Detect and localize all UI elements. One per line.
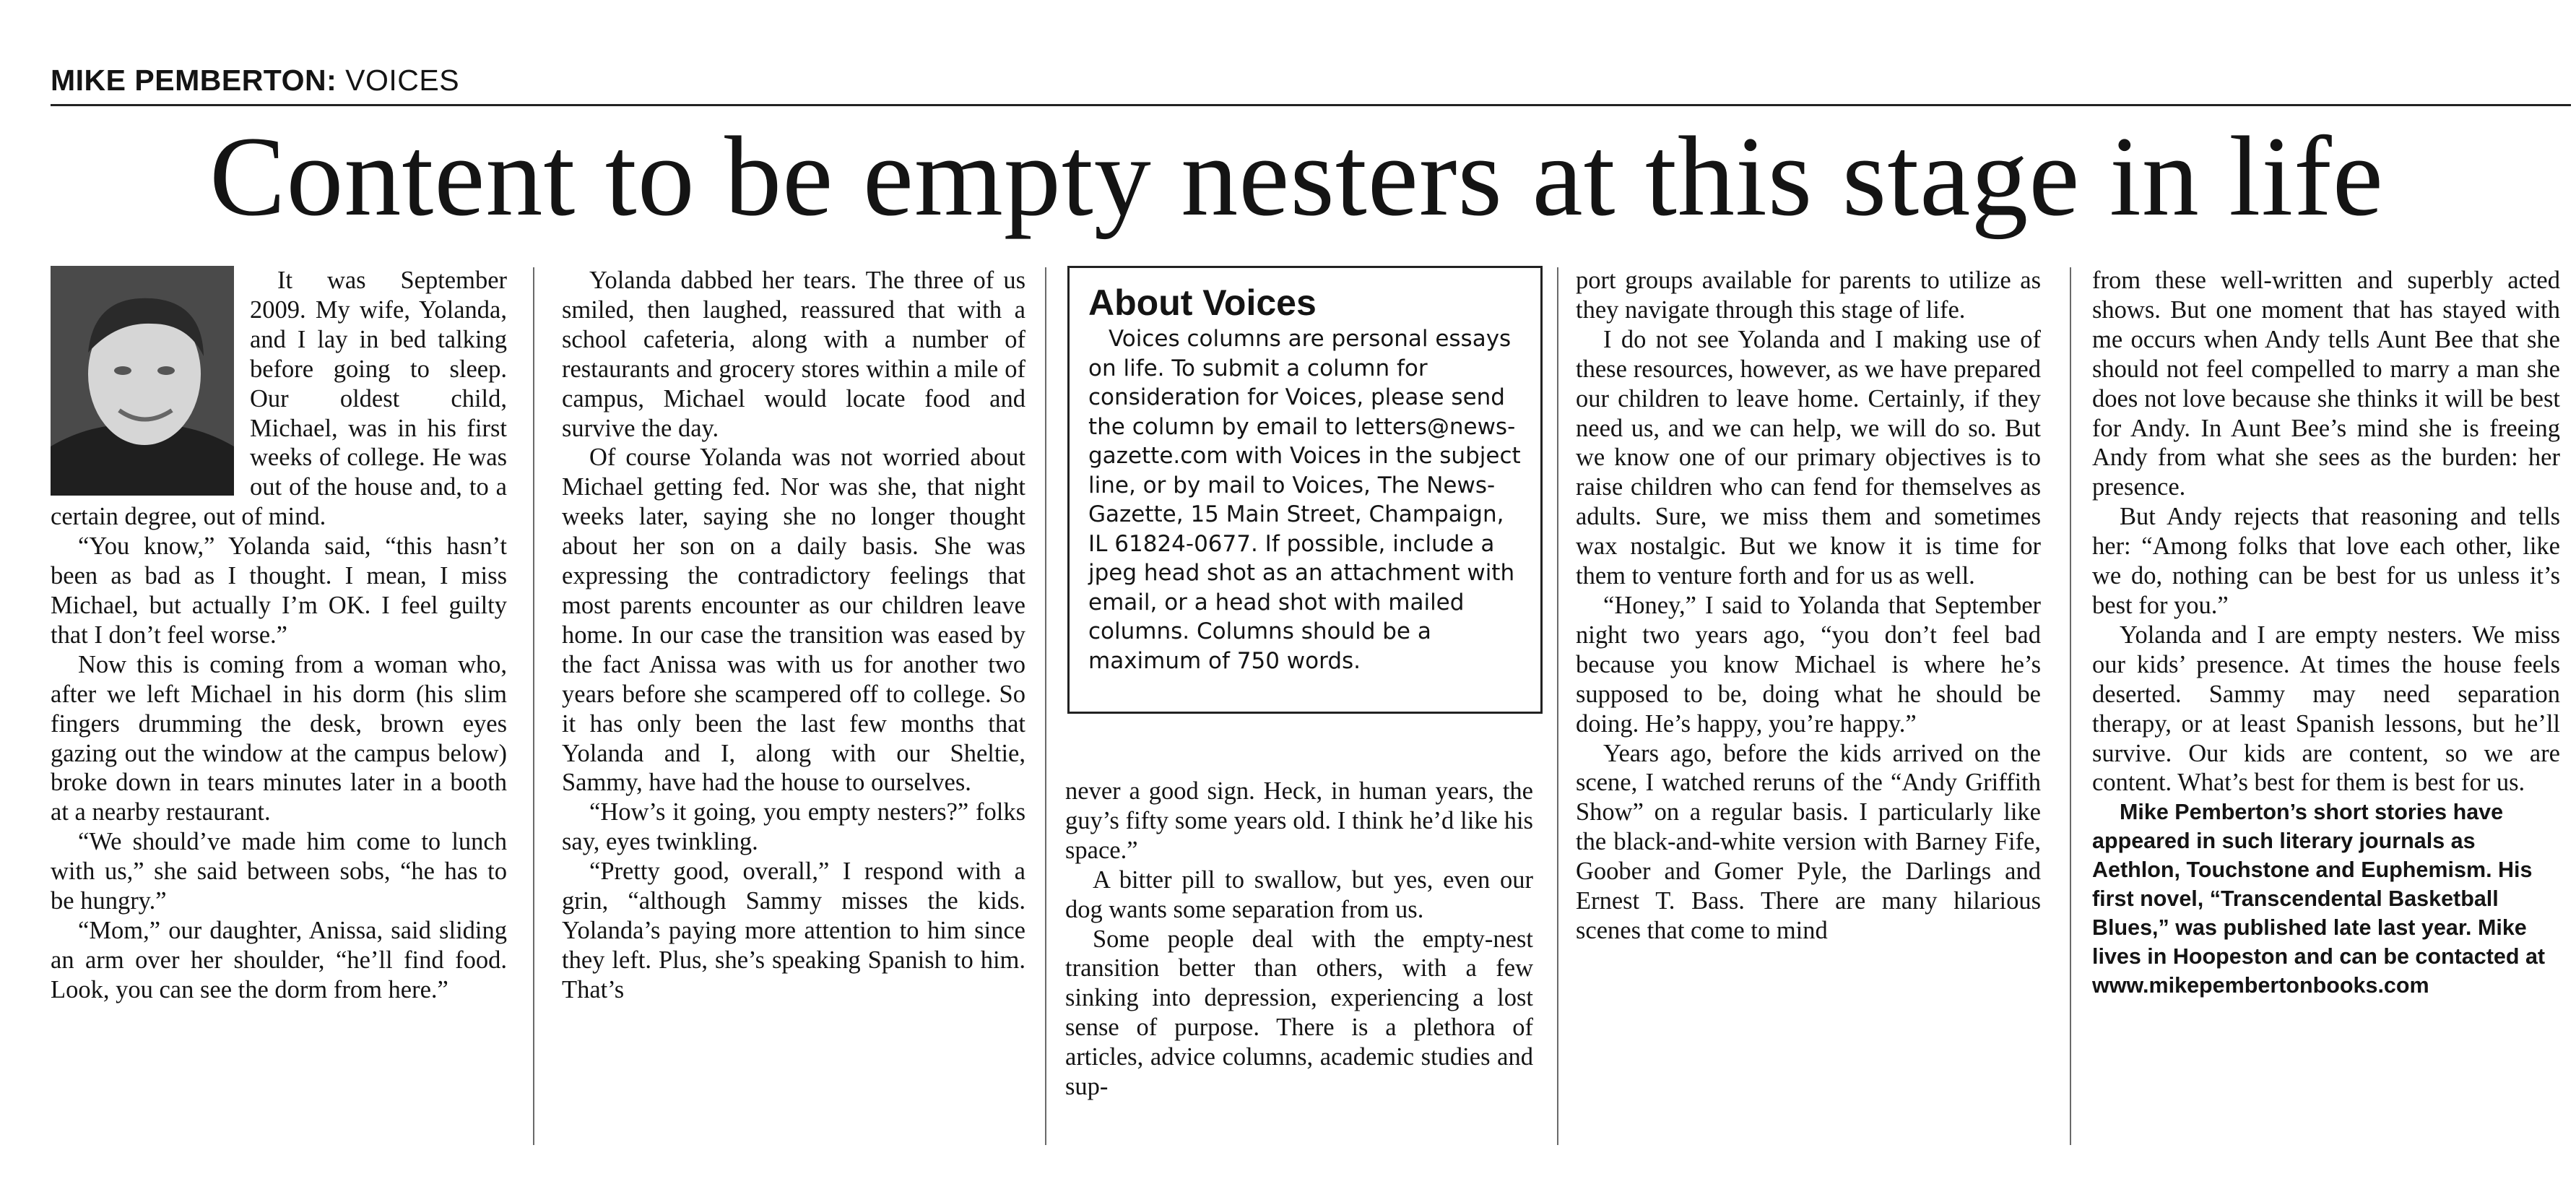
paragraph: “We should’ve made him come to lunch with us,” she said between sobs, “he has to be hungry.” xyxy=(51,828,507,915)
paragraph: But Andy rejects that reasoning and tells her: “Among folks that love each other, like we do, nothing can be best for us unless it’s best for you.” xyxy=(2092,503,2560,619)
about-voices-text: Voices columns are personal essays on life. To submit a column for consideration for Voices, please send the column by email to letters@news-gazette.com with Voices in the subject line, or by mail to Voices, The News-Gazette, 15 Main Street, Champaign, IL 61824-0677. If possible, include a jpeg head shot as an attachment with email, or a head shot with mailed columns. Columns should be a maximum of 750 words. xyxy=(1088,326,1521,674)
paragraph: Yolanda and I are empty nesters. We miss our kids’ presence. At times the house feels deserted. Sammy may need separation therapy, or at least Spanish lessons, but he’ll survive. Our kids are content, so we are content. What’s best for them is best for us. xyxy=(2092,621,2560,797)
paragraph: “Pretty good, overall,” I respond with a grin, “although Sammy misses the kids. Yolanda’s paying more attention to him since they left. Plus, she’s speaking Spanish to him. That’s xyxy=(562,858,1025,1003)
paragraph: Of course Yolanda was not worried about Michael getting fed. Nor was she, that night weeks later, saying she no longer thought about her son on a daily basis. She was expressing the contradictory feelings that most parents encounter as our children leave home. In our case the transition was eased by the fact Anissa was with us for another two years before she scampered off to college. So it has only been the last few months that Yolanda and I, along with our Sheltie, Sammy, have had the house to ourselves. xyxy=(562,444,1025,797)
author-bio: Mike Pemberton’s short stories have appeared in such literary journals as Aethlon, Touchstone and Euphemism. His first novel, “Transcendental Basketball Blues,” was published late last year. Mike lives in Hoopeston and can be contacted at www.mikepembertonbooks.com xyxy=(2092,800,2546,998)
author-photo xyxy=(51,266,234,496)
paragraph: from these well-written and superbly acted shows. But one moment that has stayed with me occurs when Andy tells Aunt Bee that she should not feel compelled to marry a man she does not love because she thinks it will be best for Andy. In Aunt Bee’s mind she is freeing Andy from what she sees as the burden: her presence. xyxy=(2092,267,2560,501)
paragraph: Some people deal with the empty-nest transition better than others, with a few sinking into depression, experiencing a lost sense of purpose. There is a plethora of articles, advice columns, academic studies and sup- xyxy=(1065,925,1533,1101)
column-divider xyxy=(1557,267,1558,1145)
article-column-1 xyxy=(51,266,507,1005)
kicker-rule xyxy=(51,104,2571,106)
paragraph: Years ago, before the kids arrived on the scene, I watched reruns of the “Andy Griffith Show” on a regular basis. I particularly like the black-and-white version with Barney Fife, Goober and Gomer Pyle, the Darlings and Ernest T. Bass. There are many hilarious scenes that come to mind xyxy=(1576,739,2041,944)
column-kicker xyxy=(51,64,459,98)
section-name: VOICES xyxy=(337,64,460,97)
article-column-3 xyxy=(1065,777,1533,1102)
about-voices-box xyxy=(1067,266,1543,714)
article-column-5 xyxy=(2092,266,2560,1000)
author-name: MIKE PEMBERTON: xyxy=(51,64,337,97)
paragraph: never a good sign. Heck, in human years, the guy’s fifty some years old. I think he’d like his space.” xyxy=(1065,777,1533,864)
paragraph: port groups available for parents to utilize as they navigate through this stage of life. xyxy=(1576,267,2041,324)
article-column-2 xyxy=(562,266,1025,1005)
paragraph: It was September 2009. My wife, Yolanda, and I lay in bed talking before going to sleep. Our oldest child, Michael, was in his first weeks of college. He was out of the house and, to a certain degree, out of mind. xyxy=(51,267,507,531)
column-divider xyxy=(2070,267,2071,1145)
column-divider xyxy=(533,267,534,1145)
paragraph: I do not see Yolanda and I making use of these resources, however, as we have prepared our children to leave home. Certainly, if they need us, and we can help, we will do so. But we know one of our primary objectives is to raise children who can fend for themselves as adults. Sure, we miss them and sometimes wax nostalgic. But we know it is time for them to venture forth and for us as well. xyxy=(1576,325,2041,590)
article-column-4 xyxy=(1576,266,2041,946)
paragraph: “You know,” Yolanda said, “this hasn’t been as bad as I thought. I mean, I miss Michael, but actually I’m OK. I feel guilty that I don’t feel worse.” xyxy=(51,532,507,649)
column-divider xyxy=(1045,267,1046,1145)
about-voices-title: About Voices xyxy=(1088,282,1317,323)
paragraph: “Honey,” I said to Yolanda that September night two years ago, “you don’t feel bad because you know Michael is where he’s supposed to be, doing what he should be doing. He’s happy, you’re happy.” xyxy=(1576,591,2041,738)
paragraph: Now this is coming from a woman who, after we left Michael in his dorm (his slim fingers drumming the desk, brown eyes gazing out the window at the campus below) broke down in tears minutes later in a booth at a nearby restaurant. xyxy=(51,650,507,826)
author-headshot-graphic xyxy=(51,266,234,496)
paragraph: “Mom,” our daughter, Anissa, said sliding an arm over her shoulder, “he’ll find food. Look, you can see the dorm from here.” xyxy=(51,916,507,1003)
headline: Content to be empty nesters at this stage in life xyxy=(209,113,2384,240)
paragraph: Yolanda dabbed her tears. The three of us smiled, then laughed, reassured that with a school cafeteria, along with a number of restaurants and grocery stores within a mile of campus, Michael would locate food and survive the day. xyxy=(562,267,1025,442)
paragraph: A bitter pill to swallow, but yes, even our dog wants some separation from us. xyxy=(1065,865,1533,923)
paragraph: “How’s it going, you empty nesters?” folks say, eyes twinkling. xyxy=(562,798,1025,856)
